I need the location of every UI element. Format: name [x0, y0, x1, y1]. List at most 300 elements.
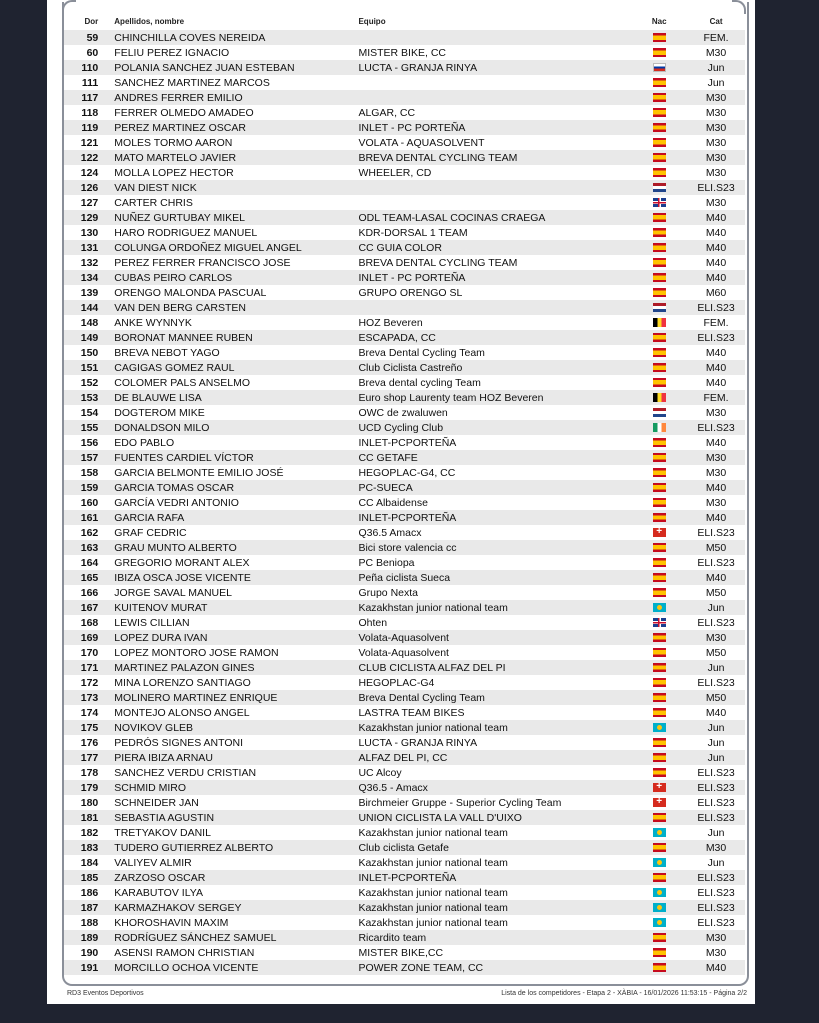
- netherlands-flag-icon: [653, 303, 666, 312]
- category: ELI.S23: [697, 676, 735, 689]
- spain-flag-icon: [653, 633, 666, 642]
- category: M50: [687, 690, 745, 705]
- team-name: WHEELER, CD: [358, 166, 432, 179]
- bib-number: 130: [80, 226, 99, 239]
- rider-name: NOVIKOV GLEB: [114, 720, 358, 735]
- category: M30: [687, 930, 745, 945]
- category: ELI.S23: [687, 180, 745, 195]
- team-name: Breva Dental Cycling Team: [358, 346, 485, 359]
- rider-name: SEBASTIA AGUSTIN: [114, 810, 358, 825]
- rider-name: TRETYAKOV DANIL: [114, 826, 211, 839]
- spain-flag-icon: [653, 333, 666, 342]
- team-name: UC Alcoy: [358, 766, 402, 779]
- table-row: [64, 120, 745, 135]
- bib-number: 170: [80, 646, 99, 659]
- team-name: Breva Dental Cycling Team: [358, 690, 631, 705]
- table-row: [64, 660, 745, 675]
- bib-number: 122: [64, 150, 114, 165]
- rider-name: VAN DIEST NICK: [114, 180, 358, 195]
- table-row: [64, 645, 745, 660]
- nationality-cell: [631, 450, 687, 465]
- uk-flag-icon: [653, 198, 666, 207]
- rider-name: LOPEZ DURA IVAN: [114, 630, 358, 645]
- nationality-cell: [631, 570, 687, 585]
- rider-name: CARTER CHRIS: [114, 196, 193, 209]
- rider-name: CHINCHILLA COVES NEREIDA: [114, 30, 358, 45]
- spain-flag-icon: [653, 273, 666, 282]
- team-name: UNION CICLISTA LA VALL D'UIXO: [358, 810, 631, 825]
- team-name: ALFAZ DEL PI, CC: [358, 750, 631, 765]
- category: M30: [705, 196, 727, 209]
- category: Jun: [707, 76, 725, 89]
- footer-organizer: RD3 Eventos Deportivos: [67, 990, 144, 997]
- spain-flag-icon: [653, 288, 666, 297]
- bib-number: 171: [64, 660, 114, 675]
- spain-flag-icon: [653, 348, 666, 357]
- bib-number: 189: [64, 930, 114, 945]
- rider-name: MORCILLO OCHOA VICENTE: [114, 960, 358, 975]
- rider-name: MARTINEZ PALAZON GINES: [114, 660, 358, 675]
- team-name: CLUB CICLISTA ALFAZ DEL PI: [358, 660, 631, 675]
- category: FEM.: [703, 316, 729, 329]
- bib-number: 168: [80, 616, 99, 629]
- rider-name: KARMAZHAKOV SERGEY: [114, 900, 358, 915]
- bib-number: 151: [64, 360, 114, 375]
- nationality-cell: [631, 390, 687, 405]
- rider-name: ASENSI RAMON CHRISTIAN: [114, 946, 255, 959]
- table-row: [64, 720, 745, 735]
- bib-number: 111: [81, 76, 99, 89]
- table-row: [64, 510, 745, 525]
- nationality-cell: [631, 465, 687, 480]
- table-row: [64, 960, 745, 975]
- table-row: [64, 495, 745, 510]
- table-row: [64, 90, 745, 105]
- spain-flag-icon: [653, 213, 666, 222]
- spain-flag-icon: [653, 153, 666, 162]
- nationality-cell: [631, 150, 687, 165]
- rider-name: VAN DEN BERG CARSTEN: [114, 300, 358, 315]
- team-name: INLET - PC PORTEÑA: [358, 270, 631, 285]
- table-row: [64, 555, 745, 570]
- nationality-cell: [631, 750, 687, 765]
- bib-number: 190: [80, 946, 99, 959]
- nationality-cell: [631, 45, 687, 60]
- rider-name: SCHNEIDER JAN: [114, 796, 199, 809]
- bib-number: 173: [64, 690, 114, 705]
- team-name: BREVA DENTAL CYCLING TEAM: [358, 256, 518, 269]
- spain-flag-icon: [653, 873, 666, 882]
- table-row: [64, 195, 745, 210]
- nationality-cell: [631, 405, 687, 420]
- table-row: [64, 105, 745, 120]
- category: M50: [705, 586, 727, 599]
- rider-name: GARCÍA VEDRI ANTONIO: [114, 496, 239, 509]
- category: Jun: [687, 60, 745, 75]
- table-row: [64, 915, 745, 930]
- category: M30: [705, 406, 727, 419]
- category: M30: [687, 840, 745, 855]
- rider-name: GRAF CEDRIC: [114, 526, 187, 539]
- nationality-cell: [631, 660, 687, 675]
- bib-number: 181: [64, 810, 114, 825]
- category: ELI.S23: [697, 766, 735, 779]
- team-name: Q36.5 Amacx: [358, 526, 422, 539]
- bib-number: 149: [64, 330, 114, 345]
- category: Jun: [707, 856, 725, 869]
- bib-number: 164: [80, 556, 99, 569]
- bib-number: 132: [80, 256, 99, 269]
- nationality-cell: [631, 60, 687, 75]
- nationality-cell: [631, 435, 687, 450]
- netherlands-flag-icon: [653, 408, 666, 417]
- category: M30: [687, 630, 745, 645]
- rider-name: EDO PABLO: [114, 436, 175, 449]
- spain-flag-icon: [653, 813, 666, 822]
- spain-flag-icon: [653, 378, 666, 387]
- bib-number: 188: [80, 916, 99, 929]
- ireland-flag-icon: [653, 423, 666, 432]
- bib-number: 59: [64, 30, 114, 45]
- team-name: HEGOPLAC-G4, CC: [358, 466, 456, 479]
- spain-flag-icon: [653, 768, 666, 777]
- header-team: Equipo: [358, 16, 386, 26]
- table-row: [64, 525, 745, 540]
- category: Jun: [687, 660, 745, 675]
- table-row: [64, 615, 745, 630]
- category: ELI.S23: [687, 900, 745, 915]
- header-name: Apellidos, nombre: [114, 16, 185, 26]
- team-name: INLET-PCPORTEÑA: [358, 436, 457, 449]
- table-row: [64, 75, 745, 90]
- table-row: [64, 285, 745, 300]
- category: Jun: [707, 736, 725, 749]
- bib-number: 179: [64, 780, 114, 795]
- bib-number: 175: [64, 720, 114, 735]
- team-name: Q36.5 - Amacx: [358, 780, 631, 795]
- table-row: [64, 900, 745, 915]
- rider-name: SANCHEZ MARTINEZ MARCOS: [114, 76, 270, 89]
- spain-flag-icon: [653, 78, 666, 87]
- spain-flag-icon: [653, 573, 666, 582]
- table-row: [64, 480, 745, 495]
- rider-name: SANCHEZ VERDU CRISTIAN: [114, 766, 257, 779]
- nationality-cell: [631, 780, 687, 795]
- spain-flag-icon: [653, 468, 666, 477]
- bib-number: 155: [64, 420, 114, 435]
- category: M40: [687, 480, 745, 495]
- rider-name: KARABUTOV ILYA: [114, 886, 203, 899]
- table-body: [64, 30, 745, 975]
- rider-name: MATO MARTELO JAVIER: [114, 150, 358, 165]
- rider-name: COLUNGA ORDOÑEZ MIGUEL ANGEL: [114, 240, 358, 255]
- spain-flag-icon: [653, 258, 666, 267]
- table-row: [64, 345, 745, 360]
- bib-number: 161: [64, 510, 114, 525]
- rider-name: CAGIGAS GOMEZ RAUL: [114, 360, 358, 375]
- rider-name: KUITENOV MURAT: [114, 600, 358, 615]
- bib-number: 172: [80, 676, 99, 689]
- rider-name: MOLINERO MARTINEZ ENRIQUE: [114, 690, 358, 705]
- spain-flag-icon: [653, 498, 666, 507]
- nationality-cell: [631, 675, 687, 690]
- spain-flag-icon: [653, 708, 666, 717]
- table-row: [64, 300, 745, 315]
- spain-flag-icon: [653, 693, 666, 702]
- nationality-cell: [631, 645, 687, 660]
- bib-number: 163: [64, 540, 114, 555]
- team-name: [358, 180, 631, 195]
- category: M40: [705, 346, 727, 359]
- spain-flag-icon: [653, 483, 666, 492]
- spain-flag-icon: [653, 843, 666, 852]
- bib-number: 166: [80, 586, 99, 599]
- rider-name: DOGTEROM MIKE: [114, 406, 205, 419]
- nationality-cell: [631, 510, 687, 525]
- category: M40: [705, 226, 727, 239]
- nationality-cell: [631, 210, 687, 225]
- rider-name: MOLES TORMO AARON: [114, 136, 233, 149]
- table-row: [64, 810, 745, 825]
- category: M40: [705, 436, 727, 449]
- team-name: ESCAPADA, CC: [358, 330, 631, 345]
- bib-number: 144: [64, 300, 114, 315]
- team-name: Kazakhstan junior national team: [358, 600, 631, 615]
- rider-name: RODRÍGUEZ SÁNCHEZ SAMUEL: [114, 930, 358, 945]
- rider-name: POLANIA SANCHEZ JUAN ESTEBAN: [114, 60, 358, 75]
- spain-flag-icon: [653, 93, 666, 102]
- bib-number: 124: [80, 166, 99, 179]
- nationality-cell: [631, 855, 687, 870]
- nationality-cell: [631, 420, 687, 435]
- team-name: Kazakhstan junior national team: [358, 886, 508, 899]
- rider-name: PIERA IBIZA ARNAU: [114, 750, 358, 765]
- nationality-cell: [631, 795, 687, 810]
- table-row: [64, 600, 745, 615]
- table-row: [64, 435, 745, 450]
- table-row: [64, 210, 745, 225]
- rider-name: BREVA NEBOT YAGO: [114, 346, 220, 359]
- nationality-cell: [631, 900, 687, 915]
- category: M60: [705, 286, 727, 299]
- bib-number: 148: [80, 316, 99, 329]
- team-name: Ricardito team: [358, 930, 631, 945]
- rider-name: GARCIA BELMONTE EMILIO JOSÉ: [114, 466, 284, 479]
- nationality-cell: [631, 915, 687, 930]
- nationality-cell: [631, 960, 687, 975]
- bib-number: 126: [64, 180, 114, 195]
- table-row: [64, 885, 745, 900]
- nationality-cell: [631, 585, 687, 600]
- nationality-cell: [631, 105, 687, 120]
- category: Jun: [687, 600, 745, 615]
- rider-name: FUENTES CARDIEL VÍCTOR: [114, 450, 358, 465]
- category: M40: [687, 510, 745, 525]
- category: M40: [705, 256, 727, 269]
- belgium-flag-icon: [653, 318, 666, 327]
- switzerland-flag-icon: [653, 798, 666, 807]
- rider-name: MONTEJO ALONSO ANGEL: [114, 706, 250, 719]
- bib-number: 60: [86, 46, 99, 59]
- team-name: Euro shop Laurenty team HOZ Beveren: [358, 390, 631, 405]
- category: M30: [705, 946, 727, 959]
- table-row: [64, 465, 745, 480]
- table-row: [64, 630, 745, 645]
- table-row: [64, 675, 745, 690]
- team-name: Kazakhstan junior national team: [358, 720, 631, 735]
- team-name: KDR-DORSAL 1 TEAM: [358, 226, 468, 239]
- table-row: [64, 585, 745, 600]
- uk-flag-icon: [653, 618, 666, 627]
- header-dor: Dor: [84, 16, 99, 26]
- team-name: HEGOPLAC-G4: [358, 676, 435, 689]
- russia-flag-icon: [653, 63, 666, 72]
- nationality-cell: [631, 285, 687, 300]
- team-name: Ohten: [358, 616, 388, 629]
- nationality-cell: [631, 765, 687, 780]
- team-name: LUCTA - GRANJA RINYA: [358, 60, 631, 75]
- table-row: [64, 390, 745, 405]
- team-name: Birchmeier Gruppe - Superior Cycling Team: [358, 796, 562, 809]
- bib-number: 191: [64, 960, 114, 975]
- switzerland-flag-icon: [653, 783, 666, 792]
- table-row: [64, 945, 745, 960]
- rider-name: BORONAT MANNEE RUBEN: [114, 330, 358, 345]
- category: M30: [687, 90, 745, 105]
- category: ELI.S23: [697, 616, 735, 629]
- table-row: [64, 165, 745, 180]
- table-row: [64, 330, 745, 345]
- team-name: Grupo Nexta: [358, 586, 418, 599]
- team-name: Kazakhstan junior national team: [358, 826, 508, 839]
- bib-number: 134: [64, 270, 114, 285]
- nationality-cell: [631, 690, 687, 705]
- kazakhstan-flag-icon: [653, 723, 666, 732]
- switzerland-flag-icon: [653, 528, 666, 537]
- spain-flag-icon: [653, 963, 666, 972]
- rider-name: COLOMER PALS ANSELMO: [114, 376, 251, 389]
- rider-name: GREGORIO MORANT ALEX: [114, 556, 250, 569]
- spain-flag-icon: [653, 168, 666, 177]
- rider-name: MINA LORENZO SANTIAGO: [114, 676, 251, 689]
- nationality-cell: [631, 240, 687, 255]
- table-row: [64, 540, 745, 555]
- document-page: [47, 0, 755, 1004]
- team-name: Kazakhstan junior national team: [358, 856, 508, 869]
- category: Jun: [687, 720, 745, 735]
- nationality-cell: [631, 870, 687, 885]
- nationality-cell: [631, 300, 687, 315]
- bib-number: 162: [80, 526, 99, 539]
- team-name: Volata-Aquasolvent: [358, 646, 449, 659]
- category: M30: [705, 136, 727, 149]
- rider-name: GARCIA RAFA: [114, 510, 358, 525]
- table-row: [64, 780, 745, 795]
- category: FEM.: [687, 30, 745, 45]
- team-name: Kazakhstan junior national team: [358, 900, 631, 915]
- category: ELI.S23: [697, 916, 735, 929]
- nationality-cell: [631, 30, 687, 45]
- nationality-cell: [631, 945, 687, 960]
- table-row: [64, 765, 745, 780]
- team-name: [358, 300, 631, 315]
- rider-name: FELIU PEREZ IGNACIO: [114, 46, 230, 59]
- bib-number: 182: [80, 826, 99, 839]
- rider-name: MOLLA LOPEZ HECTOR: [114, 166, 234, 179]
- table-row: [64, 360, 745, 375]
- header-nac: Nac: [651, 16, 667, 26]
- bib-number: 169: [64, 630, 114, 645]
- spain-flag-icon: [653, 453, 666, 462]
- table-row: [64, 690, 745, 705]
- bib-number: 185: [64, 870, 114, 885]
- table-row: [64, 855, 745, 870]
- nationality-cell: [631, 555, 687, 570]
- team-name: CC GUIA COLOR: [358, 240, 631, 255]
- category: M40: [687, 960, 745, 975]
- category: M30: [687, 150, 745, 165]
- bib-number: 121: [80, 136, 99, 149]
- category: M40: [705, 376, 727, 389]
- category: M40: [705, 706, 727, 719]
- team-name: Breva dental cycling Team: [358, 376, 481, 389]
- footer-document-info: Lista de los competidores - Etapa 2 - XÀBIA - 16/01/2026 11:53:15 - Página 2/2: [501, 990, 747, 997]
- table-row: [64, 705, 745, 720]
- rider-name: ORENGO MALONDA PASCUAL: [114, 286, 267, 299]
- nationality-cell: [631, 735, 687, 750]
- table-row: [64, 135, 745, 150]
- category: M30: [687, 450, 745, 465]
- nationality-cell: [631, 180, 687, 195]
- category: M40: [687, 240, 745, 255]
- netherlands-flag-icon: [653, 183, 666, 192]
- kazakhstan-flag-icon: [653, 903, 666, 912]
- table-row: [64, 150, 745, 165]
- spain-flag-icon: [653, 48, 666, 57]
- spain-flag-icon: [653, 543, 666, 552]
- rider-name: LEWIS CILLIAN: [114, 616, 190, 629]
- table-row: [64, 45, 745, 60]
- spain-flag-icon: [653, 123, 666, 132]
- bib-number: 127: [80, 196, 99, 209]
- table-header-row: [64, 12, 745, 30]
- rider-name: NUÑEZ GURTUBAY MIKEL: [114, 210, 358, 225]
- bib-number: 117: [64, 90, 114, 105]
- team-name: POWER ZONE TEAM, CC: [358, 960, 631, 975]
- category: M30: [705, 496, 727, 509]
- table-row: [64, 825, 745, 840]
- bib-number: 131: [64, 240, 114, 255]
- rider-name: VALIYEV ALMIR: [114, 856, 192, 869]
- rider-name: TUDERO GUTIERREZ ALBERTO: [114, 840, 358, 855]
- nationality-cell: [631, 360, 687, 375]
- team-name: OWC de zwaluwen: [358, 406, 448, 419]
- team-name: Bici store valencia cc: [358, 540, 631, 555]
- nationality-cell: [631, 630, 687, 645]
- category: M50: [705, 646, 727, 659]
- team-name: VOLATA - AQUASOLVENT: [358, 136, 485, 149]
- spain-flag-icon: [653, 363, 666, 372]
- category: ELI.S23: [697, 556, 735, 569]
- team-name: GRUPO ORENGO SL: [358, 286, 463, 299]
- category: M40: [687, 210, 745, 225]
- team-name: ALGAR, CC: [358, 106, 416, 119]
- nationality-cell: [631, 375, 687, 390]
- spain-flag-icon: [653, 588, 666, 597]
- nationality-cell: [631, 810, 687, 825]
- table-row: [64, 225, 745, 240]
- category: ELI.S23: [687, 330, 745, 345]
